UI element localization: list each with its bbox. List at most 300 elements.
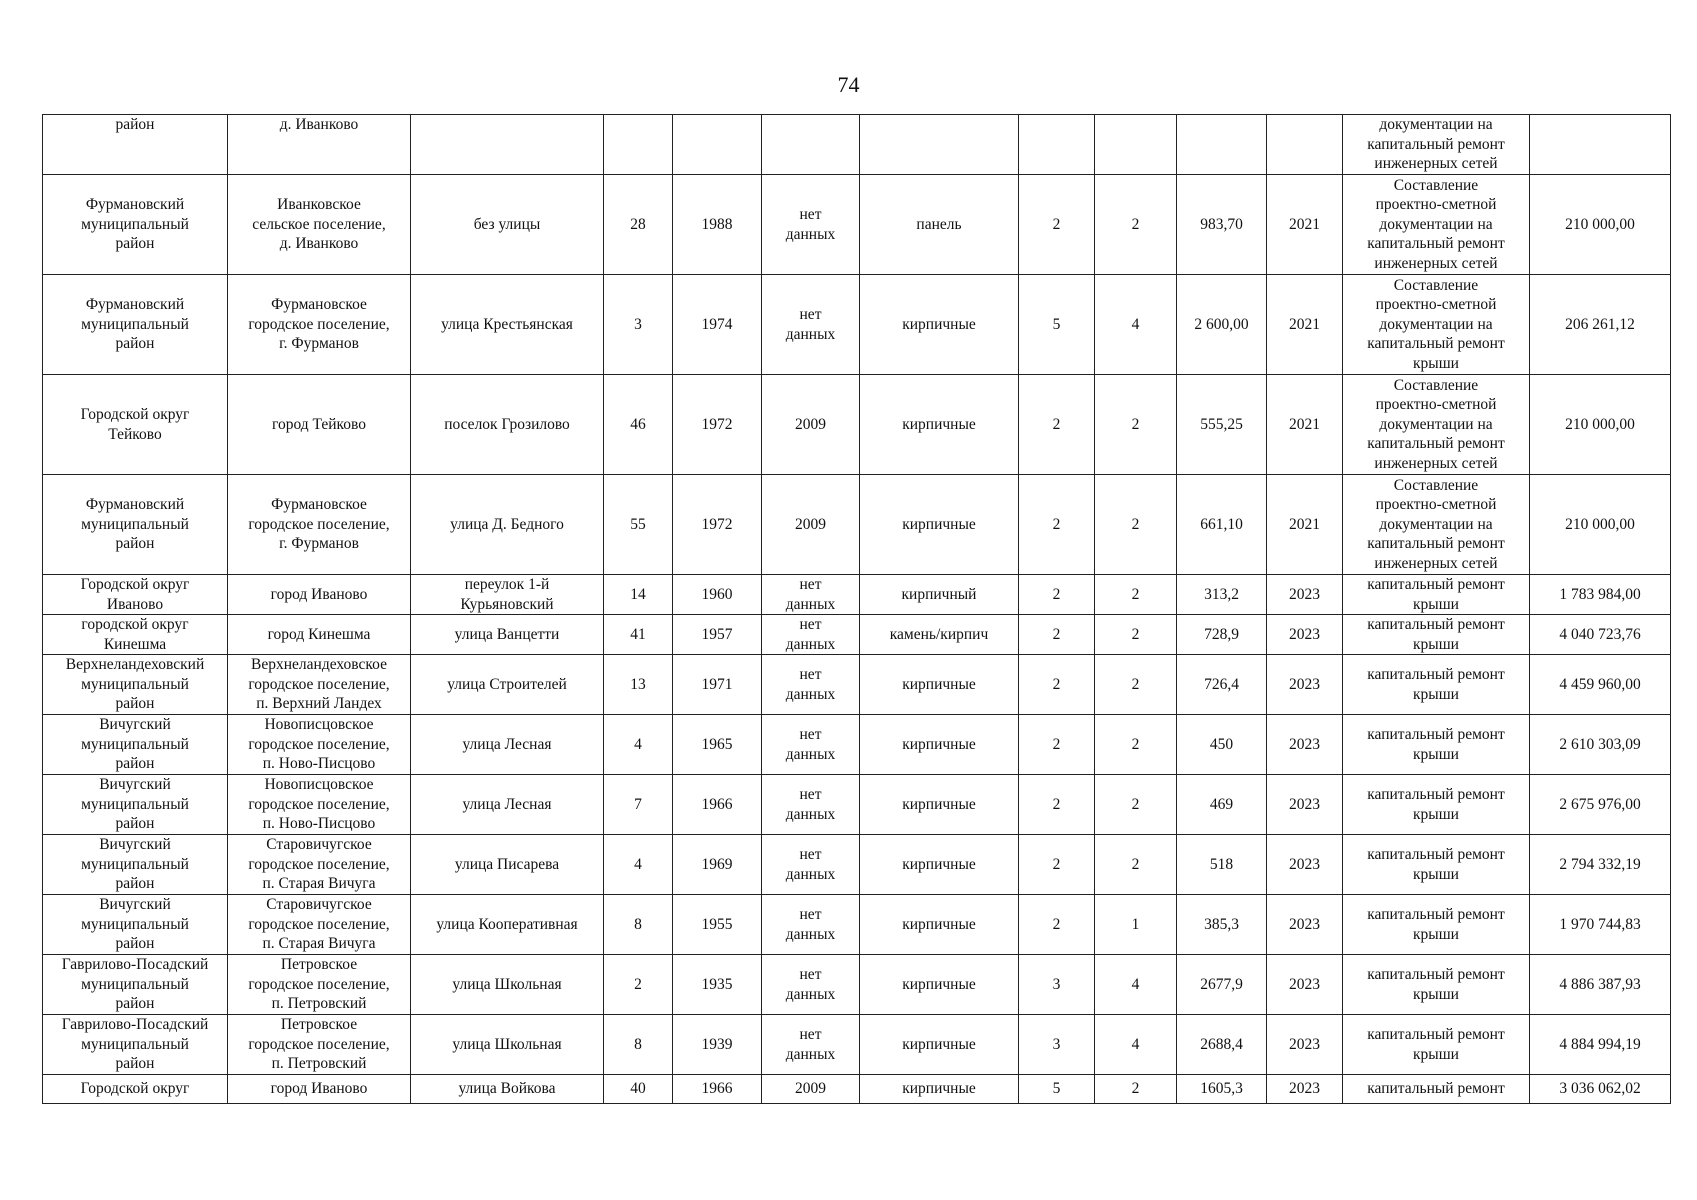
cell-street <box>411 375 604 475</box>
cell-entrances <box>1095 375 1177 475</box>
cell-settlement <box>228 175 411 275</box>
cell-text: 2021 <box>1289 415 1320 433</box>
cell-street <box>411 955 604 1015</box>
cell-text: нет данных <box>785 666 836 703</box>
cell-settlement <box>228 375 411 475</box>
cell-text: поселок Грозилово <box>444 415 570 433</box>
cell-text: 728,9 <box>1204 625 1239 643</box>
cell-area <box>1177 895 1267 955</box>
cell-last-repair-year <box>762 775 860 835</box>
cell-wall-material <box>860 615 1019 655</box>
cell-text: 1971 <box>701 675 733 693</box>
cell-municipality <box>43 175 228 275</box>
cell-street <box>411 575 604 615</box>
cell-street <box>411 175 604 275</box>
cell-cost <box>1530 655 1671 715</box>
cell-text: капитальный ремонт крыши <box>1367 666 1505 703</box>
table-row <box>43 175 1671 275</box>
cell-text: 1 <box>1131 915 1140 933</box>
cell-planned-year <box>1267 835 1343 895</box>
cell-text: переулок 1-й Курьяновский <box>460 576 554 613</box>
cell-text: 2 <box>1131 515 1140 533</box>
table-row <box>43 115 1671 175</box>
cell-cost <box>1530 575 1671 615</box>
cell-text: Фурмановское городское поселение, г. Фурманов <box>248 496 390 553</box>
cell-text: 1966 <box>701 795 733 813</box>
cell-text: 2 <box>1052 625 1061 643</box>
cell-floors <box>1019 715 1095 775</box>
cell-area <box>1177 615 1267 655</box>
cell-text: кирпичный <box>901 585 977 603</box>
cell-text: кирпичные <box>902 675 976 693</box>
cell-entrances <box>1095 1015 1177 1075</box>
cell-text: кирпичные <box>902 855 976 873</box>
cell-floors <box>1019 955 1095 1015</box>
cell-text: 2 <box>1131 585 1140 603</box>
cell-planned-year <box>1267 895 1343 955</box>
cell-text: 3 036 062,02 <box>1559 1080 1641 1098</box>
cell-text: капитальный ремонт крыши <box>1367 1026 1505 1063</box>
cell-text: 2 <box>1052 795 1061 813</box>
cell-floors <box>1019 895 1095 955</box>
cell-text: нет данных <box>785 786 836 823</box>
cell-municipality <box>43 275 228 375</box>
cell-text: Составление проектно-сметной документации на капитальный ремонт инженерных сетей <box>1367 176 1505 272</box>
cell-municipality <box>43 115 228 175</box>
cell-text: Гаврилово-Посадский муниципальный район <box>61 1016 209 1073</box>
cell-work-type <box>1343 1075 1530 1104</box>
cell-text: улица Лесная <box>462 735 552 753</box>
cell-floors <box>1019 275 1095 375</box>
table-row <box>43 275 1671 375</box>
cell-text: 1935 <box>701 975 733 993</box>
cell-wall-material <box>860 275 1019 375</box>
cell-floors <box>1019 835 1095 895</box>
cell-settlement <box>228 655 411 715</box>
cell-text: 1966 <box>701 1080 733 1098</box>
cell-text: нет данных <box>785 846 836 883</box>
cell-text: 2023 <box>1289 1035 1320 1053</box>
cell-house-number <box>604 375 673 475</box>
cell-wall-material <box>860 1015 1019 1075</box>
table-row <box>43 655 1671 715</box>
cell-entrances <box>1095 955 1177 1015</box>
cell-text: кирпичные <box>902 415 976 433</box>
cell-planned-year <box>1267 955 1343 1015</box>
cell-text: 2 <box>1131 735 1140 753</box>
cell-text: 1969 <box>701 855 733 873</box>
cell-text: 2 <box>1131 1080 1140 1098</box>
cell-text: Городской округ <box>80 1080 190 1098</box>
cell-text: 983,70 <box>1200 215 1243 233</box>
cell-cost <box>1530 715 1671 775</box>
cell-text: район <box>115 116 155 133</box>
cell-text: 1972 <box>701 515 733 533</box>
cell-floors <box>1019 575 1095 615</box>
cell-text: Новописцовское городское поселение, п. Ново-Писцово <box>248 716 390 773</box>
cell-text: 1605,3 <box>1200 1080 1243 1098</box>
cell-year-built <box>673 655 762 715</box>
cell-text: 210 000,00 <box>1565 215 1635 233</box>
cell-wall-material <box>860 375 1019 475</box>
cell-text: 385,3 <box>1204 915 1239 933</box>
cell-cost <box>1530 115 1671 175</box>
cell-area <box>1177 175 1267 275</box>
cell-text: 4 886 387,93 <box>1559 975 1641 993</box>
cell-work-type <box>1343 175 1530 275</box>
table-row <box>43 1075 1671 1104</box>
cell-last-repair-year <box>762 615 860 655</box>
cell-text: 1 783 984,00 <box>1559 585 1641 603</box>
cell-settlement <box>228 475 411 575</box>
cell-text: кирпичные <box>902 975 976 993</box>
cell-text: 2 <box>1052 585 1061 603</box>
cell-entrances <box>1095 835 1177 895</box>
cell-last-repair-year <box>762 1075 860 1104</box>
cell-entrances <box>1095 655 1177 715</box>
cell-text: 206 261,12 <box>1565 315 1635 333</box>
cell-year-built <box>673 775 762 835</box>
table-row <box>43 775 1671 835</box>
cell-floors <box>1019 775 1095 835</box>
cell-street <box>411 475 604 575</box>
cell-cost <box>1530 835 1671 895</box>
cell-year-built <box>673 715 762 775</box>
cell-text: капитальный ремонт <box>1367 1080 1505 1098</box>
cell-planned-year <box>1267 615 1343 655</box>
cell-settlement <box>228 1075 411 1104</box>
cell-work-type <box>1343 575 1530 615</box>
cell-text: город Тейково <box>271 415 367 433</box>
cell-last-repair-year <box>762 115 860 175</box>
cell-planned-year <box>1267 655 1343 715</box>
cell-text: 1988 <box>701 215 733 233</box>
cell-text: город Иваново <box>270 585 368 603</box>
cell-text: 2009 <box>795 415 826 433</box>
cell-municipality <box>43 955 228 1015</box>
table-row <box>43 1015 1671 1075</box>
cell-entrances <box>1095 475 1177 575</box>
cell-wall-material <box>860 955 1019 1015</box>
cell-text: 3 <box>634 315 642 333</box>
cell-year-built <box>673 375 762 475</box>
cell-work-type <box>1343 955 1530 1015</box>
cell-cost <box>1530 275 1671 375</box>
cell-wall-material <box>860 775 1019 835</box>
cell-street <box>411 895 604 955</box>
cell-text: Новописцовское городское поселение, п. Ново-Писцово <box>248 776 390 833</box>
cell-text: 661,10 <box>1200 515 1243 533</box>
cell-text: Составление проектно-сметной документации на капитальный ремонт инженерных сетей <box>1367 476 1505 572</box>
cell-planned-year <box>1267 275 1343 375</box>
cell-text: нет данных <box>785 906 836 943</box>
cell-house-number <box>604 895 673 955</box>
cell-text: 2023 <box>1289 1080 1320 1098</box>
cell-text: 469 <box>1209 795 1234 813</box>
cell-text: 518 <box>1209 855 1234 873</box>
cell-entrances <box>1095 895 1177 955</box>
cell-text: улица Лесная <box>462 795 552 813</box>
cell-wall-material <box>860 175 1019 275</box>
cell-text: 2 <box>1131 215 1140 233</box>
cell-area <box>1177 375 1267 475</box>
cell-text: 2 <box>1052 735 1061 753</box>
cell-house-number <box>604 175 673 275</box>
cell-text: 2 <box>1052 915 1061 933</box>
cell-area <box>1177 715 1267 775</box>
cell-text: 4 <box>634 855 642 873</box>
cell-municipality <box>43 475 228 575</box>
cell-text: нет данных <box>785 306 836 343</box>
cell-house-number <box>604 835 673 895</box>
cell-text: 5 <box>1052 315 1061 333</box>
cell-year-built <box>673 175 762 275</box>
cell-area <box>1177 955 1267 1015</box>
cell-wall-material <box>860 715 1019 775</box>
cell-text: капитальный ремонт крыши <box>1367 906 1505 943</box>
cell-text: 8 <box>634 1035 642 1053</box>
cell-entrances <box>1095 275 1177 375</box>
cell-text: капитальный ремонт крыши <box>1367 616 1505 653</box>
cell-house-number <box>604 655 673 715</box>
cell-text: 210 000,00 <box>1565 515 1635 533</box>
table-row <box>43 715 1671 775</box>
cell-text: улица Войкова <box>458 1080 556 1098</box>
cell-municipality <box>43 835 228 895</box>
cell-text: Городской округ Тейково <box>80 406 190 443</box>
cell-wall-material <box>860 835 1019 895</box>
cell-text: 2 <box>1131 625 1140 643</box>
cell-text: 2 <box>1131 415 1140 433</box>
cell-text: 2021 <box>1289 215 1320 233</box>
cell-floors <box>1019 375 1095 475</box>
cell-floors <box>1019 1075 1095 1104</box>
cell-text: 2023 <box>1289 915 1320 933</box>
cell-last-repair-year <box>762 175 860 275</box>
cell-text: 2009 <box>795 515 826 533</box>
cell-text: Городской округ Иваново <box>80 576 190 613</box>
cell-text: без улицы <box>473 215 541 233</box>
cell-work-type <box>1343 375 1530 475</box>
cell-text: городской округ Кинешма <box>81 616 189 653</box>
cell-text: 8 <box>634 915 642 933</box>
cell-house-number <box>604 955 673 1015</box>
cell-text: нет данных <box>785 576 836 613</box>
cell-area <box>1177 655 1267 715</box>
cell-text: 2023 <box>1289 585 1320 603</box>
cell-text: 2023 <box>1289 625 1320 643</box>
cell-text: Составление проектно-сметной документации на капитальный ремонт инженерных сетей <box>1367 376 1505 472</box>
cell-text: Вичугский муниципальный район <box>81 836 189 893</box>
cell-street <box>411 715 604 775</box>
cell-planned-year <box>1267 375 1343 475</box>
cell-municipality <box>43 775 228 835</box>
cell-cost <box>1530 1015 1671 1075</box>
cell-text: 2 <box>1131 795 1140 813</box>
cell-house-number <box>604 475 673 575</box>
cell-floors <box>1019 615 1095 655</box>
cell-floors <box>1019 475 1095 575</box>
cell-text: 2 <box>1052 675 1061 693</box>
cell-street <box>411 275 604 375</box>
cell-text: капитальный ремонт крыши <box>1367 786 1505 823</box>
cell-text: 13 <box>630 675 646 693</box>
cell-text: Старовичугское городское поселение, п. Старая Вичуга <box>248 836 390 893</box>
cell-settlement <box>228 715 411 775</box>
cell-text: 555,25 <box>1200 415 1243 433</box>
cell-text: 2023 <box>1289 855 1320 873</box>
cell-text: 450 <box>1209 735 1234 753</box>
cell-text: 4 <box>1131 975 1140 993</box>
cell-text: 1974 <box>701 315 733 333</box>
cell-text: капитальный ремонт крыши <box>1367 726 1505 763</box>
cell-text: улица Школьная <box>452 975 562 993</box>
cell-last-repair-year <box>762 715 860 775</box>
cell-text: 1 970 744,83 <box>1559 915 1641 933</box>
cell-year-built <box>673 895 762 955</box>
cell-text: 1972 <box>701 415 733 433</box>
cell-wall-material <box>860 655 1019 715</box>
cell-text: 210 000,00 <box>1565 415 1635 433</box>
cell-planned-year <box>1267 175 1343 275</box>
cell-municipality <box>43 895 228 955</box>
cell-wall-material <box>860 475 1019 575</box>
cell-text: 41 <box>630 625 646 643</box>
cell-text: 726,4 <box>1204 675 1239 693</box>
cell-text: 4 <box>634 735 642 753</box>
cell-text: Фурмановское городское поселение, г. Фурманов <box>248 296 390 353</box>
cell-entrances <box>1095 175 1177 275</box>
cell-text: 2 675 976,00 <box>1559 795 1641 813</box>
cell-work-type <box>1343 835 1530 895</box>
cell-cost <box>1530 175 1671 275</box>
cell-text: 2 600,00 <box>1194 315 1249 333</box>
cell-cost <box>1530 955 1671 1015</box>
cell-text: 2021 <box>1289 515 1320 533</box>
cell-area <box>1177 1075 1267 1104</box>
cell-text: Верхнеландеховский муниципальный район <box>65 656 205 713</box>
table-row <box>43 895 1671 955</box>
cell-text: 46 <box>630 415 646 433</box>
cell-settlement <box>228 275 411 375</box>
cell-text: кирпичные <box>902 515 976 533</box>
cell-text: 2009 <box>795 1080 826 1098</box>
cell-planned-year <box>1267 115 1343 175</box>
cell-text: панель <box>916 215 962 233</box>
cell-text: 1965 <box>701 735 733 753</box>
cell-text: 55 <box>630 515 646 533</box>
cell-text: улица Крестьянская <box>441 315 573 333</box>
cell-text: 40 <box>630 1080 646 1098</box>
cell-entrances <box>1095 115 1177 175</box>
cell-text: 2 <box>634 975 642 993</box>
cell-text: 4 <box>1131 1035 1140 1053</box>
cell-house-number <box>604 275 673 375</box>
cell-entrances <box>1095 615 1177 655</box>
table-row <box>43 615 1671 655</box>
cell-wall-material <box>860 1075 1019 1104</box>
cell-year-built <box>673 1015 762 1075</box>
cell-work-type <box>1343 715 1530 775</box>
cell-text: кирпичные <box>902 315 976 333</box>
cell-text: 1955 <box>701 915 733 933</box>
cell-last-repair-year <box>762 575 860 615</box>
cell-text: город Кинешма <box>267 625 371 643</box>
cell-cost <box>1530 475 1671 575</box>
cell-text: 7 <box>634 795 642 813</box>
cell-text: 1960 <box>701 585 733 603</box>
cell-entrances <box>1095 1075 1177 1104</box>
cell-text: Составление проектно-сметной документации на капитальный ремонт крыши <box>1367 276 1505 372</box>
cell-planned-year <box>1267 475 1343 575</box>
cell-area <box>1177 835 1267 895</box>
cell-text: Иванковское сельское поселение, д. Иванково <box>252 196 386 253</box>
cell-text: 2 794 332,19 <box>1559 855 1641 873</box>
cell-last-repair-year <box>762 475 860 575</box>
cell-settlement <box>228 775 411 835</box>
cell-text: Верхнеландеховское городское поселение, п. Верхний Ландех <box>248 656 390 713</box>
cell-text: Фурмановский муниципальный район <box>81 496 189 553</box>
cell-cost <box>1530 775 1671 835</box>
cell-floors <box>1019 115 1095 175</box>
cell-text: 4 <box>1131 315 1140 333</box>
cell-text: д. Иванково <box>279 116 359 133</box>
cell-text: 4 040 723,76 <box>1559 625 1641 643</box>
cell-text: нет данных <box>785 206 836 243</box>
cell-municipality <box>43 1075 228 1104</box>
cell-text: документации на капитальный ремонт инженерных сетей <box>1367 116 1505 172</box>
cell-text: 3 <box>1052 975 1061 993</box>
cell-text: 2688,4 <box>1200 1035 1243 1053</box>
page-number: 74 <box>837 72 860 97</box>
cell-work-type <box>1343 1015 1530 1075</box>
cell-floors <box>1019 1015 1095 1075</box>
cell-text: Фурмановский муниципальный район <box>81 296 189 353</box>
cell-street <box>411 615 604 655</box>
cell-street <box>411 655 604 715</box>
cell-text: Вичугский муниципальный район <box>81 716 189 773</box>
cell-text: Фурмановский муниципальный район <box>81 196 189 253</box>
cell-text: город Иваново <box>270 1080 368 1098</box>
cell-entrances <box>1095 575 1177 615</box>
cell-area <box>1177 115 1267 175</box>
cell-floors <box>1019 655 1095 715</box>
cell-text: 5 <box>1052 1080 1061 1098</box>
cell-text: кирпичные <box>902 915 976 933</box>
cell-street <box>411 775 604 835</box>
cell-text: кирпичные <box>902 795 976 813</box>
cell-text: 2 <box>1052 515 1061 533</box>
cell-text: улица Д. Бедного <box>450 515 564 533</box>
cell-cost <box>1530 1075 1671 1104</box>
cell-street <box>411 115 604 175</box>
cell-text: нет данных <box>785 966 836 1003</box>
cell-text: Петровское городское поселение, п. Петровский <box>248 956 390 1013</box>
cell-text: 2023 <box>1289 735 1320 753</box>
cell-area <box>1177 475 1267 575</box>
cell-planned-year <box>1267 775 1343 835</box>
cell-house-number <box>604 615 673 655</box>
cell-text: кирпичные <box>902 1035 976 1053</box>
cell-work-type <box>1343 775 1530 835</box>
cell-text: капитальный ремонт крыши <box>1367 576 1505 613</box>
cell-settlement <box>228 1015 411 1075</box>
cell-text: кирпичные <box>902 1080 976 1098</box>
cell-text: Старовичугское городское поселение, п. Старая Вичуга <box>248 896 390 953</box>
cell-year-built <box>673 1075 762 1104</box>
cell-text: кирпичные <box>902 735 976 753</box>
cell-municipality <box>43 375 228 475</box>
